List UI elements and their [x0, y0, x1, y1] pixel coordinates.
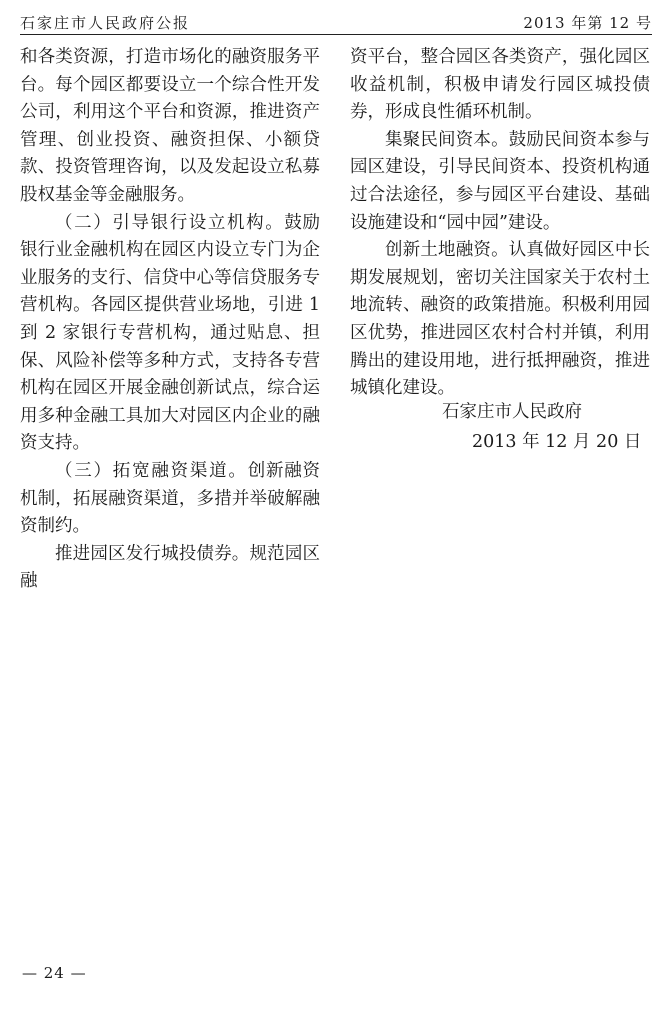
signing-date: 2013 年 12 月 20 日 — [472, 432, 642, 452]
section-heading: （三）拓宽融资渠道。 — [55, 460, 248, 481]
section-heading: （二）引导银行设立机构。 — [55, 212, 285, 233]
paragraph-body: 创新融资机制，拓展融资渠道，多措并举破解融资制约。 — [20, 460, 321, 537]
paragraph: 推进园区发行城投债券。规范园区融 — [20, 543, 320, 592]
paragraph — [20, 210, 320, 458]
publication-title: 石家庄市人民政府公报 — [20, 14, 191, 32]
left-column — [20, 44, 320, 596]
paragraph: 创新土地融资。认真做好园区中长期发展规划，密切关注国家关于农村土地流转、融资的政策措施。积极利用园区优势，推进园区农村合村并镇，利用腾出的建设用地，进行抵押融资，推进城镇化建设。 — [350, 240, 650, 399]
paragraph: 和各类资源，打造市场化的融资服务平台。每个园区都要设立一个综合性开发公司，利用这个平台和资源，推进资产管理、创业投资、融资担保、小额贷款、投资管理咨询，以及发起设立私募股权基金等金融服务。 — [20, 47, 320, 205]
paragraph: 资平台，整合园区各类资产，强化园区收益机制，积极申请发行园区城投债券，形成良性循环机制。 — [350, 47, 650, 123]
paragraph-body: 鼓励银行业金融机构在园区内设立专门为企业服务的支行、信贷中心等信贷服务专营机构。各园区提供营业场地，引进 1 到 2 家银行专营机构，通过贴息、担保、风险补偿等多种方式，支持各专营机构在园区开展金融创新试点，综合运用多种金融工具加大对园区内企业的融资支持。 — [20, 212, 321, 454]
page-header — [20, 6, 652, 35]
issue-number: 2013 年第 12 号 — [523, 14, 652, 32]
paragraph — [20, 458, 320, 541]
signing-organization: 石家庄市人民政府 — [442, 402, 582, 422]
paragraph: 集聚民间资本。鼓励民间资本参与园区建设，引导民间资本、投资机构通过合法途径，参与园区平台建设、基础设施建设和“园中园”建设。 — [350, 129, 650, 233]
right-column — [350, 44, 650, 403]
page-number: — 24 — — [22, 964, 87, 982]
